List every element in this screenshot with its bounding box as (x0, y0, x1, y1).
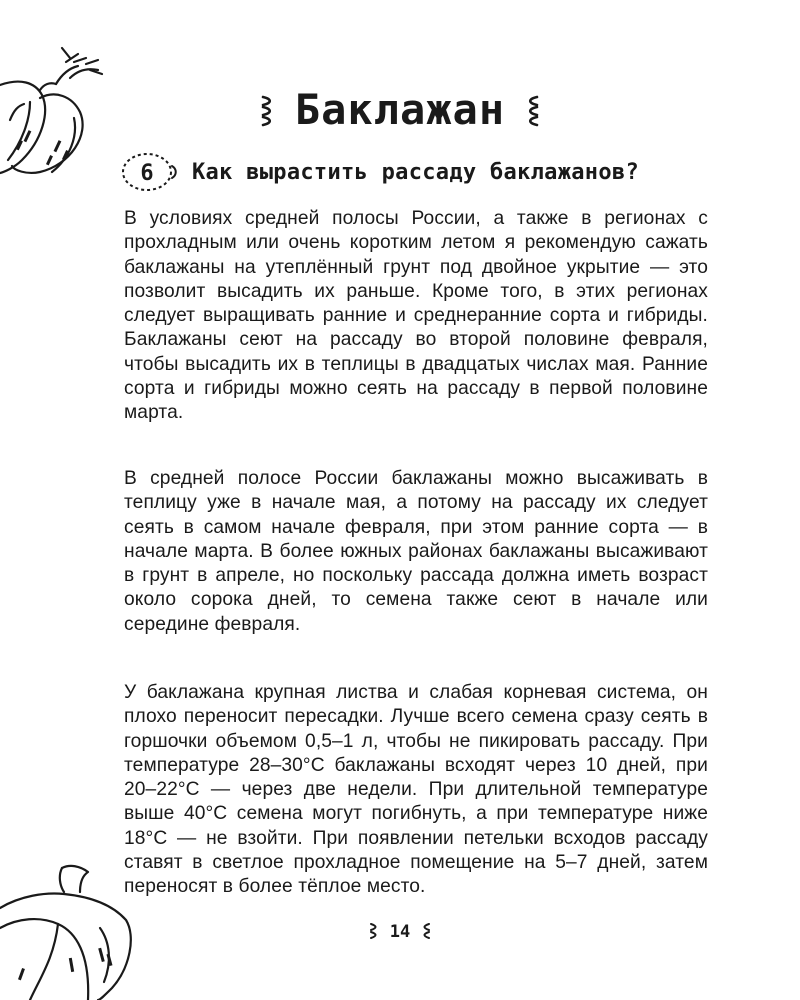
paragraph-3: У баклажана крупная листва и слабая корневая система, он плохо переносит пересадки. Лучше всего семена сразу сеять в горшочки объемом 0,5–1 л, чтобы не пикировать рассаду. При температуре 28–30°С баклажаны всходят через 10 дней, при 20–22°С — через две недели. При длительной температуре выше 40°С семена могут погибнуть, а при температуре ниже 18°С — не взойти. При появлении петельки всходов рассаду ставят в светлое прохладное помещение на 5–7 дней, затем переносят в более тёплое место. (124, 682, 708, 898)
paragraph-2: В средней полосе России баклажаны можно высаживать в теплицу уже в начале мая, а потому на рассаду их следует сеять в самом начале февраля, при этом ранние сорта — в начале марта. В более южных районах баклажаны высаживают в грунт в апреле, но поскольку рассада должна иметь возраст около сорока дней, то семена также сеют в начале или середине февраля. (124, 468, 708, 635)
squiggle-left-icon (260, 93, 276, 127)
paragraph-1: В условиях средней полосы России, а также в регионах с прохладным или очень коротким летом я рекомендую сажать баклажаны на утеплённый грунт под двойное укрытие — это позволит высадить их раньше. Кроме того, в этих регионах следует выращивать ранние и среднеранние сорта и гибриды. Баклажаны сеют на рассаду во второй половине февраля, чтобы высадить их в теплицы в двадцатых числах мая. Ранние сорта и гибриды можно сеять на рассаду в первой половине марта. (124, 208, 708, 424)
question-number: 6 (140, 161, 154, 186)
footer-squiggle-right-icon (421, 922, 431, 942)
question-heading (120, 150, 740, 198)
question-text: Как вырастить рассаду баклажанов? (192, 160, 639, 185)
page-footer (0, 922, 800, 950)
footer-squiggle-left-icon (369, 922, 379, 942)
question-number-badge (120, 150, 184, 198)
page-title: Баклажан (294, 85, 506, 134)
page-header (0, 86, 800, 136)
squiggle-right-icon (524, 93, 540, 127)
page-number: 14 (389, 922, 411, 942)
